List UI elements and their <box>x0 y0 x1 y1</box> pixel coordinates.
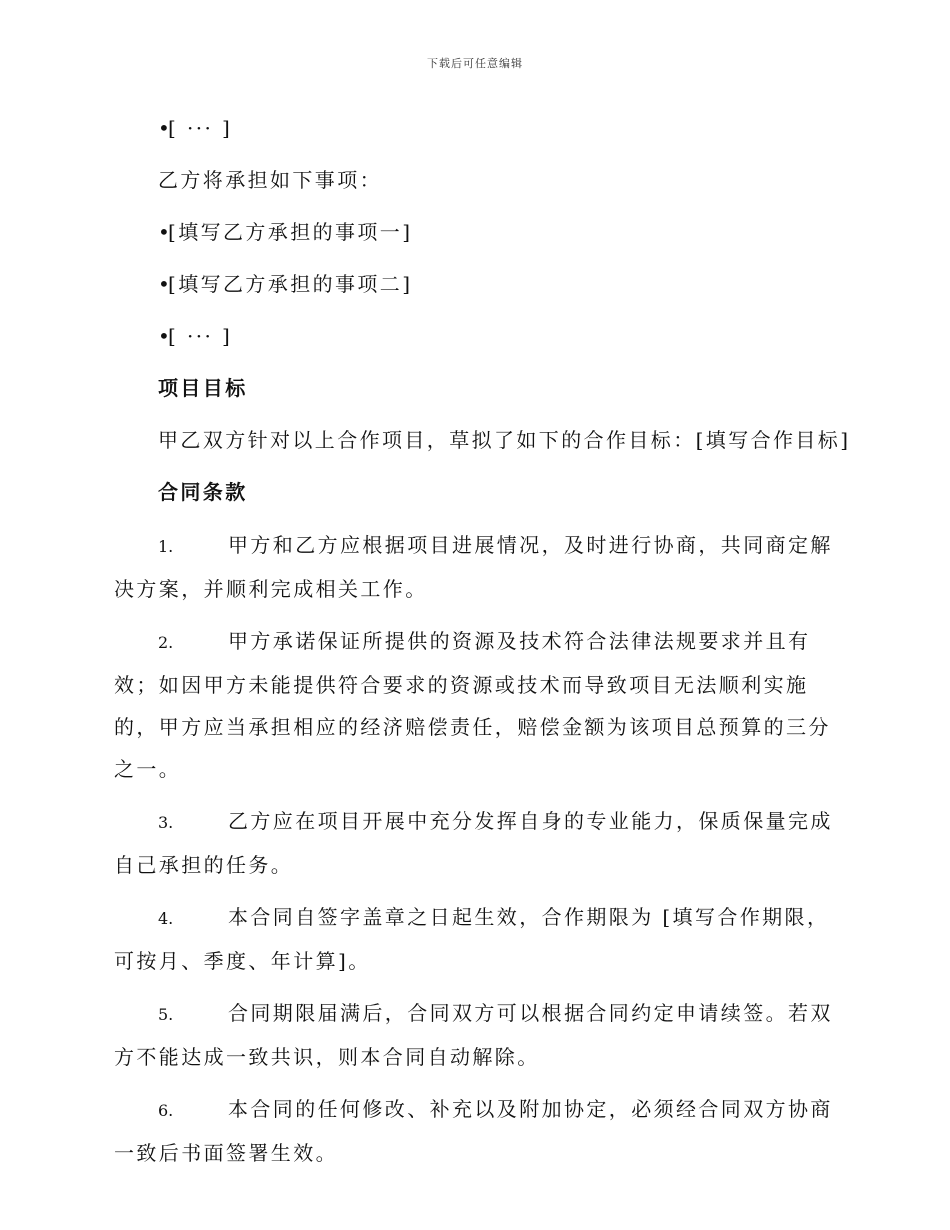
clause-3 <box>114 800 836 886</box>
clause-number: 4. <box>158 909 174 928</box>
list-item-text: [填写乙方承担的事项二] <box>168 272 413 296</box>
clause-number: 3. <box>158 813 174 832</box>
clause-1 <box>114 524 836 610</box>
clause-text: 甲方和乙方应根据项目进展情况，及时进行协商，共同商定解决方案，并顺利完成相关工作。 <box>114 533 833 601</box>
list-item-text: [ ··· ] <box>168 116 233 140</box>
clause-text: 乙方应在项目开展中充分发挥自身的专业能力，保质保量完成自己承担的任务。 <box>114 809 833 877</box>
section-heading-terms: 合同条款 <box>158 480 248 504</box>
clause-text: 甲方承诺保证所提供的资源及技术符合法律法规要求并且有效；如因甲方未能提供符合要求的资源或技术而导致项目无法顺利实施的，甲方应当承担相应的经济赔偿责任，赔偿金额为该项目总预算的三分之一。 <box>114 629 831 781</box>
clause-text: 合同期限届满后，合同双方可以根据合同约定申请续签。若双方不能达成一致共识，则本合同自动解除。 <box>114 1001 833 1069</box>
bullet-icon: • <box>158 324 173 348</box>
clause-4 <box>114 896 836 982</box>
bullet-icon: • <box>158 220 173 244</box>
page-header-note: 下载后可任意编辑 <box>427 57 523 70</box>
bullet-icon: • <box>158 116 173 140</box>
clause-number: 5. <box>158 1005 174 1024</box>
list-item <box>114 264 836 304</box>
section-heading-goal: 项目目标 <box>158 376 248 400</box>
clause-number: 2. <box>158 633 174 652</box>
clause-text: 本合同自签字盖章之日起生效，合作期限为 [填写合作期限，可按月、季度、年计算]。 <box>114 905 830 973</box>
clause-number: 1. <box>158 537 174 556</box>
list-item-text: [填写乙方承担的事项一] <box>168 220 413 244</box>
goal-text: 甲乙双方针对以上合作项目，草拟了如下的合作目标：[填写合作目标] <box>158 428 851 452</box>
document-body <box>114 108 851 1184</box>
clause-text: 本合同的任何修改、补充以及附加协定，必须经合同双方协商一致后书面签署生效。 <box>114 1097 833 1165</box>
list-item <box>114 316 836 356</box>
clause-2 <box>114 620 836 790</box>
list-item <box>114 212 836 252</box>
party-b-intro: 乙方将承担如下事项： <box>158 168 382 192</box>
list-item-text: [ ··· ] <box>168 324 233 348</box>
clause-5 <box>114 992 836 1078</box>
clause-number: 6. <box>158 1101 174 1120</box>
list-item <box>114 108 836 148</box>
clause-6 <box>114 1088 836 1174</box>
bullet-icon: • <box>158 272 173 296</box>
